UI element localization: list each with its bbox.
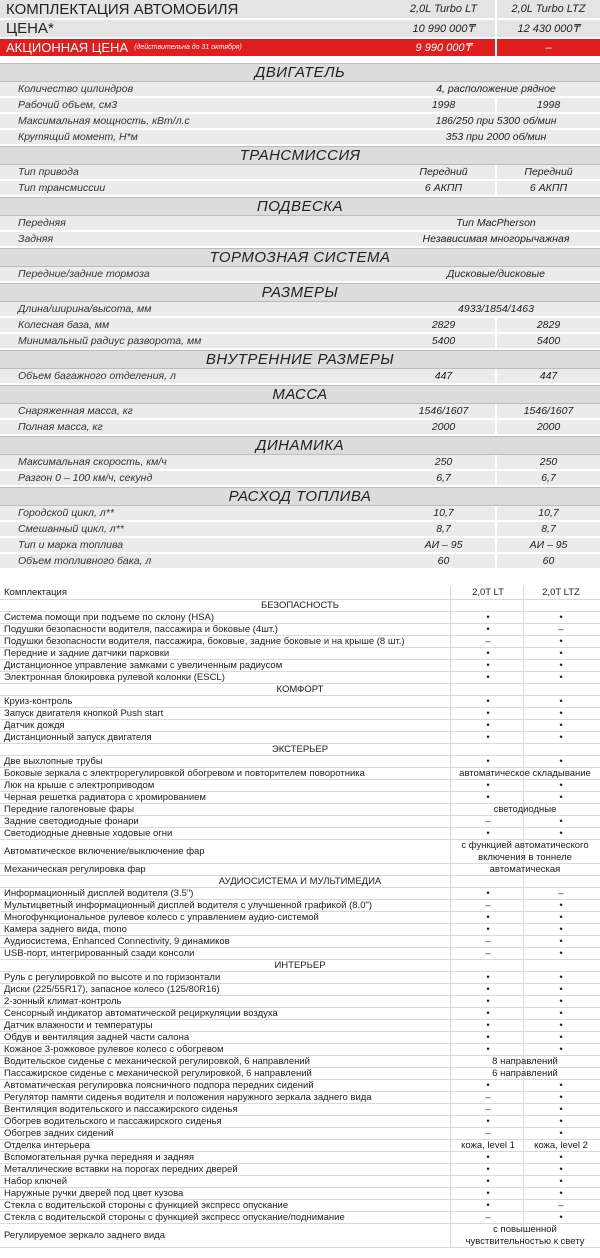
- feature-label: Две выхлопные трубы: [4, 756, 103, 767]
- feature-row: [0, 1032, 600, 1044]
- feature-value-lt: –: [485, 1128, 491, 1139]
- feature-row: [0, 660, 600, 672]
- feature-row: [0, 804, 600, 816]
- spec-row: [0, 404, 600, 420]
- feature-value-ltz: •: [559, 648, 563, 659]
- spec-value-ltz: 10,7: [497, 506, 600, 520]
- feature-value: с функцией автоматического включения в тоннеле: [461, 840, 589, 863]
- spec-label: Длина/ширина/высота, мм: [0, 302, 392, 316]
- feature-label: Запуск двигателя кнопкой Push start: [4, 708, 164, 719]
- feature-value: автоматическая: [489, 864, 561, 875]
- feature-table: [0, 586, 600, 1248]
- feature-section-title: ЭКСТЕРЬЕР: [0, 744, 600, 756]
- feature-label: Отделка интерьера: [4, 1140, 90, 1151]
- feature-label: Стекла с водительской стороны с функцией экспресс опускание: [4, 1200, 289, 1211]
- feature-row: [0, 1020, 600, 1032]
- feature-label: Черная решетка радиатора с хромированием: [4, 792, 206, 803]
- feature-label: Датчик влажности и температуры: [4, 1020, 153, 1031]
- feature-label: Обогрев задних сидений: [4, 1128, 114, 1139]
- feature-label: Диски (225/55R17), запасное колесо (125/80R16): [4, 984, 220, 995]
- feature-value-ltz: •: [559, 792, 563, 803]
- spec-value-ltz: Передний: [497, 165, 600, 179]
- feature-label: Стекла с водительской стороны с функцией экспресс опускание/поднимание: [4, 1212, 345, 1223]
- spec-value-ltz: 5400: [497, 334, 600, 348]
- section-title: МАССА: [0, 385, 600, 404]
- feature-label: Дистанционное управление замками с увеличенным радиусом: [4, 660, 283, 671]
- feature-value-lt: –: [485, 936, 491, 947]
- price-label: ЦЕНА*: [0, 20, 392, 37]
- feature-row: [0, 672, 600, 684]
- feature-value: 6 направлений: [492, 1068, 558, 1079]
- feature-value-ltz: •: [559, 912, 563, 923]
- section-title: ДИНАМИКА: [0, 436, 600, 455]
- feature-row: [0, 612, 600, 624]
- section-title: РАЗМЕРЫ: [0, 283, 600, 302]
- feature-header-ltz: 2,0T LTZ: [542, 587, 580, 598]
- feature-label: Набор ключей: [4, 1176, 68, 1187]
- feature-header-row: [0, 586, 600, 600]
- feature-value-ltz: •: [559, 828, 563, 839]
- spec-value-lt: 2829: [392, 318, 495, 332]
- feature-row: [0, 900, 600, 912]
- feature-value-lt: –: [485, 900, 491, 911]
- feature-value-ltz: •: [559, 972, 563, 983]
- spec-row: [0, 369, 600, 385]
- feature-value-ltz: •: [559, 1188, 563, 1199]
- feature-value-ltz: •: [559, 1176, 563, 1187]
- feature-row: [0, 624, 600, 636]
- feature-value-lt: •: [486, 696, 490, 707]
- spec-label: Тип трансмиссии: [0, 181, 392, 195]
- feature-value-lt: •: [486, 972, 490, 983]
- spec-label: Объем топливного бака, л: [0, 554, 392, 568]
- feature-value-ltz: •: [559, 900, 563, 911]
- promo-price-lt: 9 990 000₸: [392, 39, 495, 56]
- spec-value: 4933/1854/1463: [392, 302, 600, 316]
- feature-value-lt: •: [486, 1008, 490, 1019]
- spec-row: [0, 302, 600, 318]
- feature-row: [0, 1224, 600, 1248]
- feature-value-ltz: •: [559, 996, 563, 1007]
- spec-value-ltz: 1998: [497, 98, 600, 112]
- spec-row: [0, 554, 600, 570]
- feature-value-lt: –: [485, 1212, 491, 1223]
- feature-section-title: ИНТЕРЬЕР: [0, 960, 600, 972]
- feature-label: Боковые зеркала с электрорегулировкой обогревом и повторителем поворотника: [4, 768, 365, 779]
- feature-row: [0, 1212, 600, 1224]
- spec-value-ltz: 6,7: [497, 471, 600, 485]
- feature-value-ltz: –: [558, 624, 564, 635]
- feature-row: [0, 696, 600, 708]
- spec-row: [0, 216, 600, 232]
- feature-row: [0, 840, 600, 864]
- feature-row: [0, 1068, 600, 1080]
- feature-value-lt: •: [486, 780, 490, 791]
- feature-row: [0, 888, 600, 900]
- feature-value-lt: •: [486, 792, 490, 803]
- feature-row: [0, 1008, 600, 1020]
- promo-row: [0, 39, 600, 58]
- spec-value: Тип MacPherson: [392, 216, 600, 230]
- feature-value-ltz: •: [559, 732, 563, 743]
- spec-value-lt: 8,7: [392, 522, 495, 536]
- feature-value-ltz: •: [559, 1008, 563, 1019]
- spec-value-ltz: 1546/1607: [497, 404, 600, 418]
- feature-value-ltz: •: [559, 660, 563, 671]
- feature-value-lt: •: [486, 1176, 490, 1187]
- feature-value-ltz: •: [559, 1020, 563, 1031]
- feature-label: Вентиляция водительского и пассажирского сиденья: [4, 1104, 238, 1115]
- feature-value-lt: •: [486, 984, 490, 995]
- feature-value-lt: •: [486, 1044, 490, 1055]
- feature-label: Система помощи при подъеме по склону (HSA): [4, 612, 215, 623]
- spec-row: [0, 538, 600, 554]
- feature-row: [0, 1176, 600, 1188]
- price-lt: 10 990 000₸: [392, 20, 495, 37]
- promo-note: (действительна до 31 октября): [134, 44, 242, 51]
- spec-value: Дисковые/дисковые: [392, 267, 600, 281]
- feature-row: [0, 648, 600, 660]
- feature-row: [0, 864, 600, 876]
- promo-label: АКЦИОННАЯ ЦЕНА (действительна до 31 октября): [0, 39, 392, 56]
- spec-value-lt: 60: [392, 554, 495, 568]
- feature-label: USB-порт, интегрированный сзади консоли: [4, 948, 195, 959]
- spec-label: Смешанный цикл, л**: [0, 522, 392, 536]
- feature-value-ltz: •: [559, 948, 563, 959]
- feature-row: [0, 1044, 600, 1056]
- feature-value: 8 направлений: [492, 1056, 558, 1067]
- feature-label: Руль с регулировкой по высоте и по горизонтали: [4, 972, 221, 983]
- feature-row: [0, 768, 600, 780]
- feature-value-lt: •: [486, 612, 490, 623]
- feature-value-lt: •: [486, 912, 490, 923]
- feature-value-lt: •: [486, 648, 490, 659]
- feature-value-ltz: •: [559, 1152, 563, 1163]
- feature-value-ltz: •: [559, 1104, 563, 1115]
- feature-value-lt: •: [486, 1164, 490, 1175]
- feature-value-ltz: •: [559, 1044, 563, 1055]
- feature-label: Регулятор памяти сиденья водителя и положения наружного зеркала заднего вида: [4, 1092, 372, 1103]
- spec-value-lt: 250: [392, 455, 495, 469]
- spec-value: 353 при 2000 об/мин: [392, 130, 600, 144]
- feature-row: [0, 996, 600, 1008]
- page-title: КОМПЛЕКТАЦИЯ АВТОМОБИЛЯ: [0, 0, 392, 18]
- feature-value-ltz: •: [559, 708, 563, 719]
- feature-label: Дистанционный запуск двигателя: [4, 732, 152, 743]
- price-row: [0, 20, 600, 39]
- feature-value-ltz: •: [559, 1032, 563, 1043]
- feature-row: [0, 936, 600, 948]
- feature-section-title: КОМФОРТ: [0, 684, 600, 696]
- header-row: [0, 0, 600, 20]
- feature-row: [0, 1164, 600, 1176]
- feature-row: [0, 1116, 600, 1128]
- feature-label: Подушки безопасности водителя, пассажира и боковые (4шт.): [4, 624, 278, 635]
- spec-label: Максимальная скорость, км/ч: [0, 455, 392, 469]
- col2-title: 2,0L Turbo LTZ: [497, 0, 600, 18]
- feature-label: Аудиосистема, Enhanced Connectivity, 9 динамиков: [4, 936, 230, 947]
- section-title: ПОДВЕСКА: [0, 197, 600, 216]
- section-title: ВНУТРЕННИЕ РАЗМЕРЫ: [0, 350, 600, 369]
- feature-label: Сенсорный индикатор автоматической рециркуляции воздуха: [4, 1008, 278, 1019]
- feature-row: [0, 1092, 600, 1104]
- feature-value: светодиодные: [493, 804, 557, 815]
- spec-label: Крутящий момент, Н*м: [0, 130, 392, 144]
- feature-value-lt: –: [485, 636, 491, 647]
- spec-label: Минимальный радиус разворота, мм: [0, 334, 392, 348]
- feature-value-lt: •: [486, 1116, 490, 1127]
- spec-label: Разгон 0 – 100 км/ч, секунд: [0, 471, 392, 485]
- feature-value-lt: –: [485, 1104, 491, 1115]
- spec-row: [0, 130, 600, 146]
- spec-row: [0, 232, 600, 248]
- feature-row: [0, 828, 600, 840]
- feature-value-ltz: •: [559, 816, 563, 827]
- feature-value-ltz: •: [559, 1128, 563, 1139]
- feature-value-ltz: •: [559, 984, 563, 995]
- feature-value-lt: –: [485, 816, 491, 827]
- feature-label: Металлические вставки на порогах передних дверей: [4, 1164, 238, 1175]
- spec-row: [0, 334, 600, 350]
- feature-value: с повышенной чувствительностью к свету: [465, 1224, 585, 1247]
- spec-row: [0, 181, 600, 197]
- feature-header-lt: 2,0T LT: [472, 587, 504, 598]
- feature-rows: [0, 600, 600, 1248]
- spec-row: [0, 98, 600, 114]
- feature-row: [0, 948, 600, 960]
- spec-row: [0, 82, 600, 98]
- feature-label: Кожаное 3-рожковое рулевое колесо с обогревом: [4, 1044, 224, 1055]
- feature-section-title: БЕЗОПАСНОСТЬ: [0, 600, 600, 612]
- spec-value-ltz: АИ – 95: [497, 538, 600, 552]
- spec-value-lt: 2000: [392, 420, 495, 434]
- feature-value-lt: •: [486, 924, 490, 935]
- spec-value-lt: 1546/1607: [392, 404, 495, 418]
- spec-row: [0, 267, 600, 283]
- feature-row: [0, 720, 600, 732]
- feature-value: автоматическое складывание: [459, 768, 591, 779]
- feature-header-label: Комплектация: [4, 587, 68, 598]
- feature-label: Автоматическая регулировка поясничного подпора передних сидений: [4, 1080, 314, 1091]
- feature-label: Наружные ручки дверей под цвет кузова: [4, 1188, 184, 1199]
- spec-label: Максимальная мощность, кВт/л.с: [0, 114, 392, 128]
- section-title: ТОРМОЗНАЯ СИСТЕМА: [0, 248, 600, 267]
- feature-label: Информационный дисплей водителя (3.5"): [4, 888, 194, 899]
- feature-label: Вспомогательная ручка передняя и задняя: [4, 1152, 195, 1163]
- spec-row: [0, 165, 600, 181]
- feature-label: Передние галогеновые фары: [4, 804, 135, 815]
- feature-value-ltz: •: [559, 924, 563, 935]
- feature-value-ltz: •: [559, 936, 563, 947]
- col1-title: 2,0L Turbo LT: [392, 0, 495, 18]
- feature-value-ltz: •: [559, 1080, 563, 1091]
- feature-value-ltz: •: [559, 1116, 563, 1127]
- feature-row: [0, 912, 600, 924]
- feature-row: [0, 1104, 600, 1116]
- feature-value-ltz: •: [559, 612, 563, 623]
- feature-label: Подушки безопасности водителя, пассажира, боковые, задние боковые и на крыше (8 шт.): [4, 636, 405, 647]
- spec-label: Тип привода: [0, 165, 392, 179]
- section-title: ТРАНСМИССИЯ: [0, 146, 600, 165]
- feature-label: Камера заднего вида, mono: [4, 924, 127, 935]
- spec-value-ltz: 250: [497, 455, 600, 469]
- feature-label: Многофункциональное рулевое колесо с управлением аудио-системой: [4, 912, 319, 923]
- spec-label: Передние/задние тормоза: [0, 267, 392, 281]
- spec-label: Снаряженная масса, кг: [0, 404, 392, 418]
- feature-row: [0, 732, 600, 744]
- feature-value-ltz: •: [559, 672, 563, 683]
- feature-value-ltz: •: [559, 756, 563, 767]
- feature-label: Пассажирское сиденье с механической регулировкой, 6 направлений: [4, 1068, 312, 1079]
- spec-value-ltz: 447: [497, 369, 600, 383]
- spec-value: 186/250 при 5300 об/мин: [392, 114, 600, 128]
- feature-label: Передние и задние датчики парковки: [4, 648, 170, 659]
- section-title: ДВИГАТЕЛЬ: [0, 63, 600, 82]
- price-ltz: 12 430 000₸: [497, 20, 600, 37]
- spec-value-lt: 6,7: [392, 471, 495, 485]
- feature-row: [0, 780, 600, 792]
- feature-value-ltz: •: [559, 720, 563, 731]
- feature-label: Механическая регулировка фар: [4, 864, 146, 875]
- feature-value-lt: •: [486, 708, 490, 719]
- spec-value-lt: АИ – 95: [392, 538, 495, 552]
- spec-value-lt: Передний: [392, 165, 495, 179]
- feature-value-lt: •: [486, 1032, 490, 1043]
- feature-label: Обогрев водительского и пассажирского сиденья: [4, 1116, 222, 1127]
- feature-row: [0, 1128, 600, 1140]
- spec-row: [0, 506, 600, 522]
- spec-row: [0, 318, 600, 334]
- spec-label: Задняя: [0, 232, 392, 246]
- feature-label: Автоматическое включение/выключение фар: [4, 846, 205, 857]
- feature-label: Электронная блокировка рулевой колонки (ESCL): [4, 672, 225, 683]
- feature-value-lt: –: [485, 948, 491, 959]
- feature-value-lt: •: [486, 996, 490, 1007]
- feature-row: [0, 756, 600, 768]
- feature-label: Люк на крыше с электроприводом: [4, 780, 155, 791]
- feature-label: Водительское сиденье с механической регулировкой, 6 направлений: [4, 1056, 310, 1067]
- spec-row: [0, 114, 600, 130]
- spec-value-lt: 1998: [392, 98, 495, 112]
- feature-value-ltz: •: [559, 636, 563, 647]
- spec-value-ltz: 8,7: [497, 522, 600, 536]
- feature-value-lt: •: [486, 720, 490, 731]
- feature-value-lt: кожа, level 1: [461, 1140, 515, 1151]
- feature-section-title: АУДИОСИСТЕМА И МУЛЬТИМЕДИА: [0, 876, 600, 888]
- feature-value-lt: •: [486, 828, 490, 839]
- spec-label: Полная масса, кг: [0, 420, 392, 434]
- feature-value-ltz: –: [558, 888, 564, 899]
- spec-table: [0, 0, 600, 570]
- feature-value-lt: •: [486, 756, 490, 767]
- spec-value: 4, расположение рядное: [392, 82, 600, 96]
- feature-value-lt: •: [486, 1020, 490, 1031]
- feature-value-ltz: •: [559, 696, 563, 707]
- feature-value-lt: •: [486, 1080, 490, 1091]
- feature-value-lt: •: [486, 624, 490, 635]
- feature-label: Светодиодные дневные ходовые огни: [4, 828, 173, 839]
- feature-label: 2-зонный климат-контроль: [4, 996, 122, 1007]
- feature-value-ltz: кожа, level 2: [534, 1140, 588, 1151]
- spec-value-lt: 6 АКПП: [392, 181, 495, 195]
- feature-row: [0, 1200, 600, 1212]
- spec-value-lt: 447: [392, 369, 495, 383]
- feature-value-ltz: –: [558, 1200, 564, 1211]
- spec-label: Тип и марка топлива: [0, 538, 392, 552]
- promo-price-ltz: –: [497, 39, 600, 56]
- section-title: РАСХОД ТОПЛИВА: [0, 487, 600, 506]
- feature-row: [0, 708, 600, 720]
- spec-row: [0, 522, 600, 538]
- spec-label: Передняя: [0, 216, 392, 230]
- feature-value-lt: •: [486, 660, 490, 671]
- spec-value-ltz: 2000: [497, 420, 600, 434]
- feature-value-ltz: •: [559, 1092, 563, 1103]
- feature-row: [0, 984, 600, 996]
- spec-label: Городской цикл, л**: [0, 506, 392, 520]
- feature-value-ltz: •: [559, 1164, 563, 1175]
- feature-row: [0, 1080, 600, 1092]
- feature-label: Датчик дождя: [4, 720, 65, 731]
- feature-value-lt: •: [486, 732, 490, 743]
- spec-row: [0, 420, 600, 436]
- feature-row: [0, 924, 600, 936]
- feature-value-lt: •: [486, 1152, 490, 1163]
- feature-row: [0, 1140, 600, 1152]
- spec-value-lt: 5400: [392, 334, 495, 348]
- spec-row: [0, 471, 600, 487]
- feature-value-ltz: •: [559, 1212, 563, 1223]
- spec-value-ltz: 2829: [497, 318, 600, 332]
- spec-value-ltz: 6 АКПП: [497, 181, 600, 195]
- spec-value-lt: 10,7: [392, 506, 495, 520]
- spec-label: Колесная база, мм: [0, 318, 392, 332]
- spec-label: Количество цилиндров: [0, 82, 392, 96]
- spec-label: Объем багажного отделения, л: [0, 369, 392, 383]
- feature-row: [0, 1056, 600, 1068]
- feature-label: Задние светодиодные фонари: [4, 816, 139, 827]
- feature-label: Обдув и вентиляция задней части салона: [4, 1032, 190, 1043]
- feature-label: Регулируемое зеркало заднего вида: [4, 1230, 166, 1241]
- spec-value-ltz: 60: [497, 554, 600, 568]
- feature-row: [0, 792, 600, 804]
- spec-label: Рабочий объем, см3: [0, 98, 392, 112]
- feature-value-lt: •: [486, 672, 490, 683]
- feature-label: Круиз-контроль: [4, 696, 73, 707]
- feature-row: [0, 816, 600, 828]
- feature-label: Мультицветный информационный дисплей водителя с улучшенной графикой (8.0"): [4, 900, 373, 911]
- feature-row: [0, 1188, 600, 1200]
- spec-value: Независимая многорычажная: [392, 232, 600, 246]
- feature-value-lt: •: [486, 1188, 490, 1199]
- feature-value-lt: •: [486, 1200, 490, 1211]
- feature-row: [0, 1152, 600, 1164]
- spec-sections: [0, 63, 600, 570]
- feature-row: [0, 972, 600, 984]
- feature-row: [0, 636, 600, 648]
- feature-value-lt: –: [485, 1092, 491, 1103]
- spec-row: [0, 455, 600, 471]
- feature-value-lt: •: [486, 888, 490, 899]
- feature-value-ltz: •: [559, 780, 563, 791]
